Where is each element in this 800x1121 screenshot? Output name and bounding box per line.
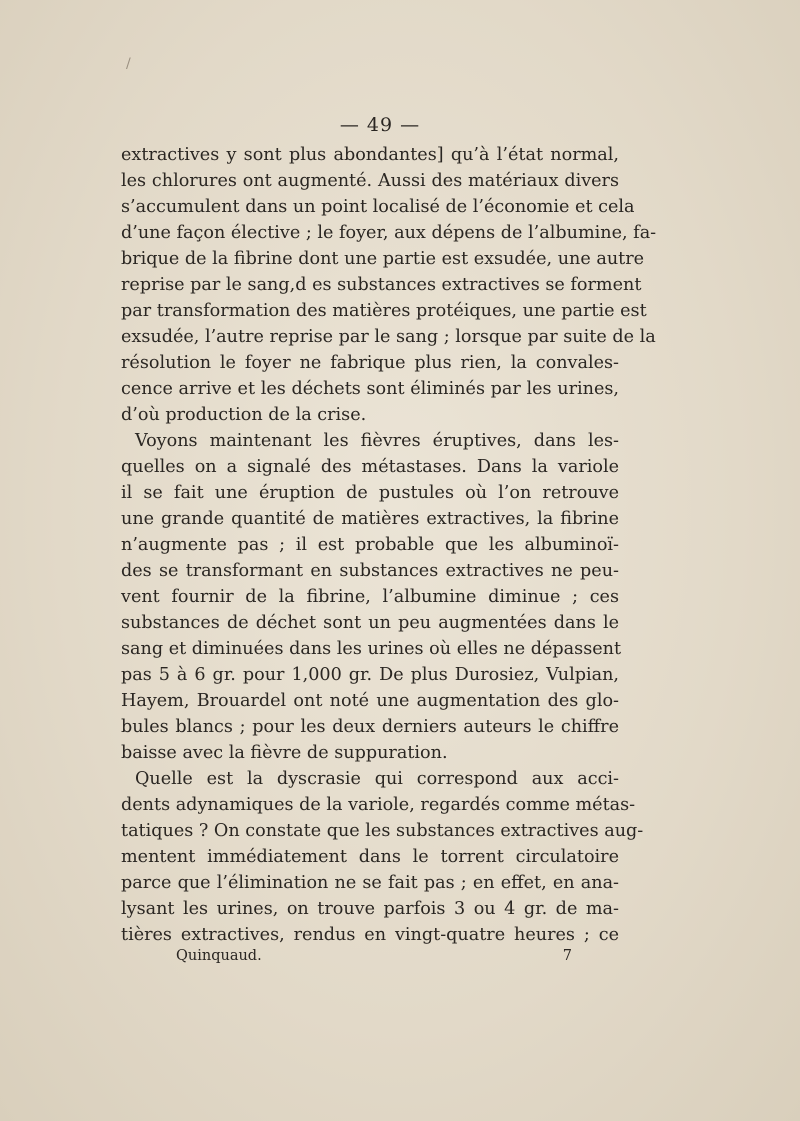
text-line: tières extractives, rendus en vingt-quatre heures ; ce [121,925,619,945]
text-line: il se fait une éruption de pustules où l’on retrouve [121,483,619,503]
text-line: résolution le foyer ne fabrique plus rien, la convales- [121,353,619,373]
text-line: les chlorures ont augmenté. Aussi des matériaux divers [121,171,619,191]
text-line: parce que l’élimination ne se fait pas ; en effet, en ana- [121,873,619,893]
text-line: lysant les urines, on trouve parfois 3 ou 4 gr. de ma- [121,899,619,919]
text-line: Hayem, Brouardel ont noté une augmentation des glo- [121,691,619,711]
body-text [121,142,657,948]
signature-sheet-number: 7 [562,948,572,964]
text-line: n’augmente pas ; il est probable que les albuminoï- [121,535,619,555]
text-line: d’une façon élective ; le foyer, aux dépens de l’albumine, fa- [121,223,657,243]
text-line: extractives y sont plus abondantes] qu’à l’état normal, [121,145,619,165]
text-line: pas 5 à 6 gr. pour 1,000 gr. De plus Durosiez, Vulpian, [121,665,619,685]
page-number: — 49 — [339,114,421,136]
signature-line [176,948,572,964]
text-line: exsudée, l’autre reprise par le sang ; lorsque par suite de la [121,327,656,347]
text-line: reprise par le sang,d es substances extractives se forment [121,275,642,295]
text-line: s’accumulent dans un point localisé de l’économie et cela [121,197,635,217]
text-line: une grande quantité de matières extractives, la fibrine [121,509,619,529]
text-line: Voyons maintenant les fièvres éruptives, dans les- [135,431,619,451]
text-line: bules blancs ; pour les deux derniers auteurs le chiffre [121,717,619,737]
text-line: baisse avec la fièvre de suppuration. [121,743,448,763]
text-line: des se transformant en substances extractives ne peu- [121,561,619,581]
signature-author: Quinquaud. [176,948,262,964]
text-line: quelles on a signalé des métastases. Dans la variole [121,457,619,477]
text-line: d’où production de la crise. [121,405,367,425]
text-line: tatiques ? On constate que les substances extractives aug- [121,821,644,841]
text-line: sang et diminuées dans les urines où elles ne dépassent [121,639,622,659]
text-line: Quelle est la dyscrasie qui correspond aux acci- [135,769,619,789]
text-line: par transformation des matières protéiques, une partie est [121,301,647,321]
text-line: dents adynamiques de la variole, regardés comme métas- [121,795,636,815]
stray-mark: / [126,56,131,72]
text-line: brique de la fibrine dont une partie est exsudée, une autre [121,249,645,269]
text-line: vent fournir de la fibrine, l’albumine diminue ; ces [121,587,619,607]
text-line: mentent immédiatement dans le torrent circulatoire [121,847,619,867]
text-line: substances de déchet sont un peu augmentées dans le [121,613,619,633]
text-line: cence arrive et les déchets sont éliminés par les urines, [121,379,619,399]
